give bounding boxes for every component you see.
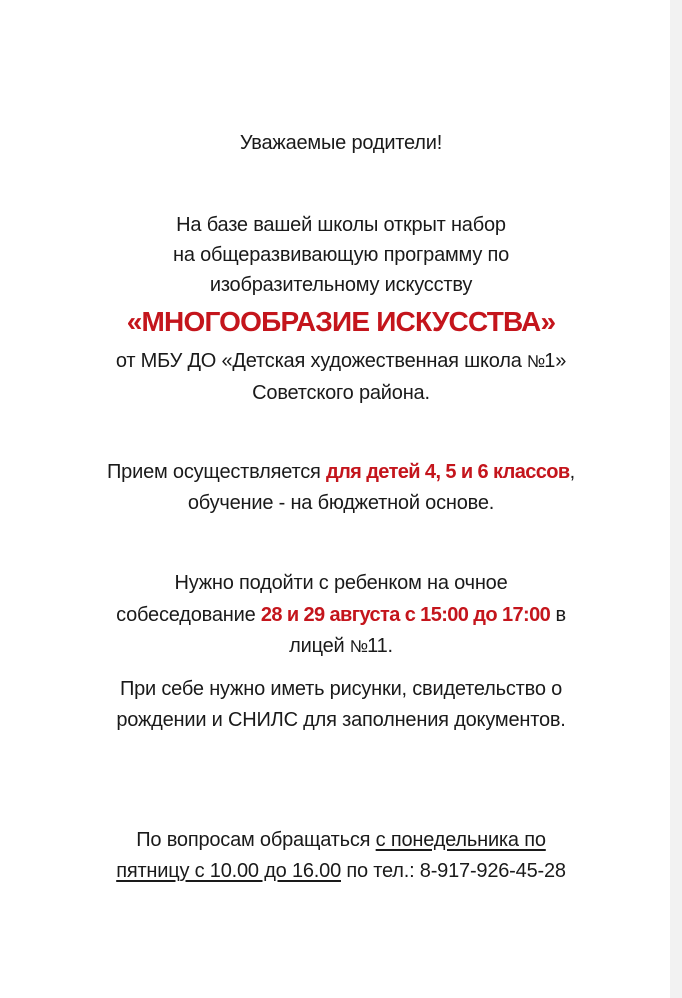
- program-title-line: [0, 304, 682, 343]
- number-sign: №: [527, 352, 545, 371]
- admission-line-2: [0, 488, 682, 518]
- intro-text-2: на общеразвивающую программу по: [172, 244, 510, 266]
- admission-suffix: ,: [569, 461, 575, 483]
- contact-line-1: [0, 825, 682, 855]
- organizer-text-end: 1»: [544, 350, 567, 372]
- greeting-text: Уважаемые родители!: [239, 132, 443, 154]
- interview-suffix: в: [550, 604, 566, 626]
- organizer-line-2: [0, 378, 682, 408]
- interview-line-3: [0, 631, 682, 662]
- program-title: «МНОГООБРАЗИЕ ИСКУССТВА»: [126, 306, 556, 337]
- intro-line-1: [0, 210, 682, 240]
- page-edge-margin: [670, 0, 682, 998]
- interview-line-2: [0, 600, 682, 630]
- organizer-line-1: [0, 346, 682, 377]
- number-sign: №: [349, 637, 368, 656]
- organizer-text: от МБУ ДО «Детская художественная школа: [115, 350, 528, 372]
- admission-prefix: Прием осуществляется: [107, 461, 326, 483]
- documents-line-2: [0, 705, 682, 735]
- intro-text-3: изобразительному искусству: [209, 274, 473, 296]
- interview-text-1: Нужно подойти с ребенком на очное: [174, 572, 508, 594]
- organizer-district: Советского района.: [252, 382, 430, 404]
- interview-place: лицей: [289, 635, 350, 657]
- documents-line-1: [0, 674, 682, 704]
- contact-line-2: [0, 856, 682, 886]
- admission-line-1: [0, 457, 682, 487]
- admission-budget: обучение - на бюджетной основе.: [187, 492, 495, 514]
- intro-line-2: [0, 240, 682, 270]
- documents-text-1: При себе нужно иметь рисунки, свидетельство о: [119, 678, 563, 700]
- admission-highlight: для детей 4, 5 и 6 классов: [325, 461, 570, 483]
- documents-text-2: рождении и СНИЛС для заполнения документов.: [116, 709, 566, 731]
- interview-line-1: [0, 568, 682, 598]
- contact-prefix: По вопросам обращаться: [136, 829, 376, 851]
- intro-line-3: [0, 270, 682, 300]
- greeting-line: [0, 128, 682, 158]
- contact-hours-underlined: пятницу с 10.00 до 16.00: [116, 860, 341, 882]
- interview-date-time: 28 и 29 августа с 15:00 до 17:00: [260, 604, 551, 626]
- interview-place-end: 11.: [367, 635, 393, 657]
- contact-phone: по тел.: 8-917-926-45-28: [341, 860, 566, 882]
- intro-text-1: На базе вашей школы открыт набор: [176, 214, 506, 236]
- contact-days-underlined: с понедельника по: [375, 829, 546, 851]
- interview-prefix: собеседование: [116, 604, 261, 626]
